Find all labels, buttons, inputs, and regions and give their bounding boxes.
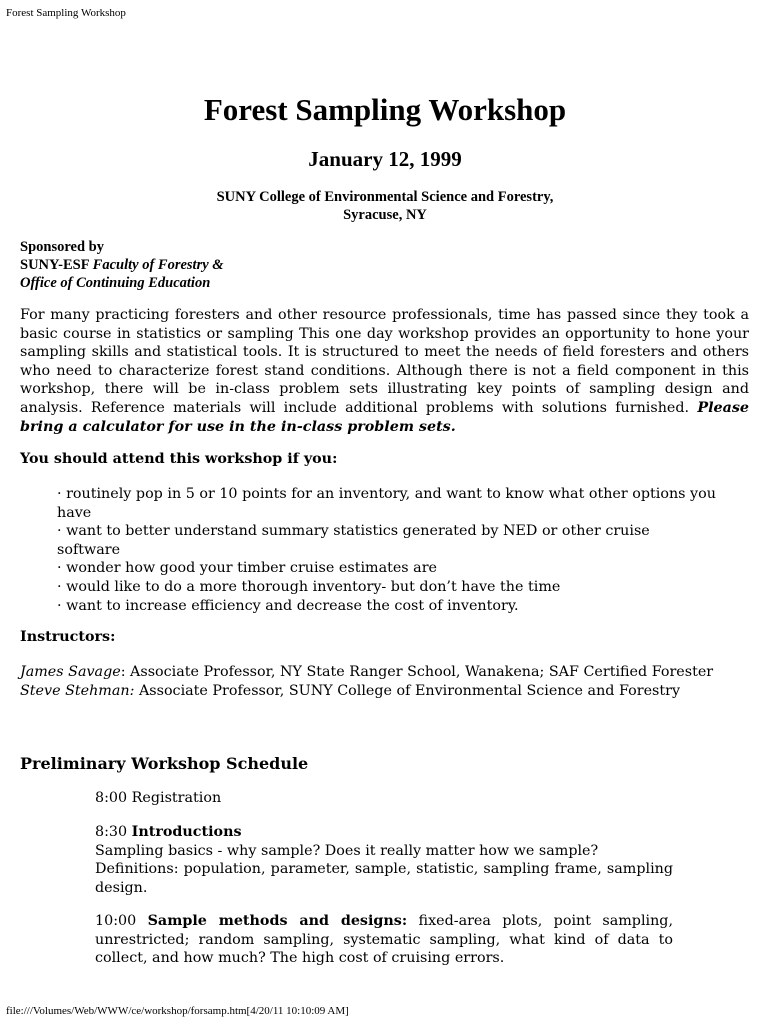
session-time: 8:30 [95,824,128,840]
schedule-heading: Preliminary Workshop Schedule [20,754,309,773]
instructor-name: Steve Stehman: [20,682,135,699]
workshop-date: January 12, 1999 [308,147,462,171]
session-time: 10:00 [95,913,137,929]
institution-line1: SUNY College of Environmental Science and Forestry, [216,189,554,205]
list-item: · routinely pop in 5 or 10 points for an inventory, and want to know what other options you have [57,486,716,521]
list-item: · would like to do a more thorough inventory- but don’t have the time [57,578,561,595]
page-title: Forest Sampling Workshop [203,92,567,127]
schedule-registration: 8:00 Registration [95,790,222,806]
instructor-name: James Savage [20,664,121,680]
intro-session-line [95,823,673,842]
session-title: Sample methods and designs: [147,913,408,929]
sponsor-line [20,256,224,274]
instructors-list [20,663,713,700]
instructors-heading: Instructors: [20,629,116,645]
session-detail: Sampling basics - why sample? Does it really matter how we sample? [95,842,599,859]
schedule-introductions [95,823,673,897]
intro-body: For many practicing foresters and other resource professionals, time has passed since they took a basic course in statistics or sampling This one day workshop provides an opportunity to hone your sampling skills and statistical tools. It is structured to meet the needs of field foresters and others who need to characterize forest stand conditions. Although there is not a field component in this workshop, there will be in-class problem sets illustrating key points of sampling design and analysis. Reference materials will include additional problems with solutions furnished. [20,307,749,416]
schedule-methods [95,912,673,968]
instructor-desc: : Associate Professor, NY State Ranger School, Wanakena; SAF Certified Forester [120,664,714,680]
sponsor-org: SUNY-ESF [20,257,90,273]
sponsor-office-line [20,274,224,292]
list-item: · want to better understand summary statistics generated by NED or other cruise software [57,523,650,558]
sponsor-block [20,238,224,292]
intro-paragraph [20,306,749,436]
sponsor-label: Sponsored by [20,239,104,255]
instructor-row [20,682,713,701]
list-item: · want to increase efficiency and decrease the cost of inventory. [57,597,519,614]
page-header: Forest Sampling Workshop [6,7,126,19]
attend-heading: You should attend this workshop if you: [20,451,338,467]
attend-list [57,485,717,615]
sponsor-office: Office of Continuing Education [20,275,211,291]
calculator-note: Please bring a calculator for use in the in-class problem sets. [20,399,749,435]
session-detail: Definitions: population, parameter, sample, statistic, sampling frame, sampling design. [95,861,673,896]
page-footer: file:///Volumes/Web/WWW/ce/workshop/forsamp.htm[4/20/11 10:10:09 AM] [6,1005,349,1017]
session-detail: fixed-area plots, point sampling, unrestricted; random sampling, systematic sampling, what kind of data to collect, and how much? The high cost of cruising errors. [95,913,673,967]
sponsor-faculty: Faculty of Forestry & [92,257,224,273]
list-item: · wonder how good your timber cruise estimates are [57,560,438,577]
instructor-row [20,663,713,682]
institution-line2: Syracuse, NY [343,207,427,223]
session-title: Introductions [131,824,242,840]
instructor-desc: Associate Professor, SUNY College of Environmental Science and Forestry [134,682,681,699]
institution [0,188,770,224]
